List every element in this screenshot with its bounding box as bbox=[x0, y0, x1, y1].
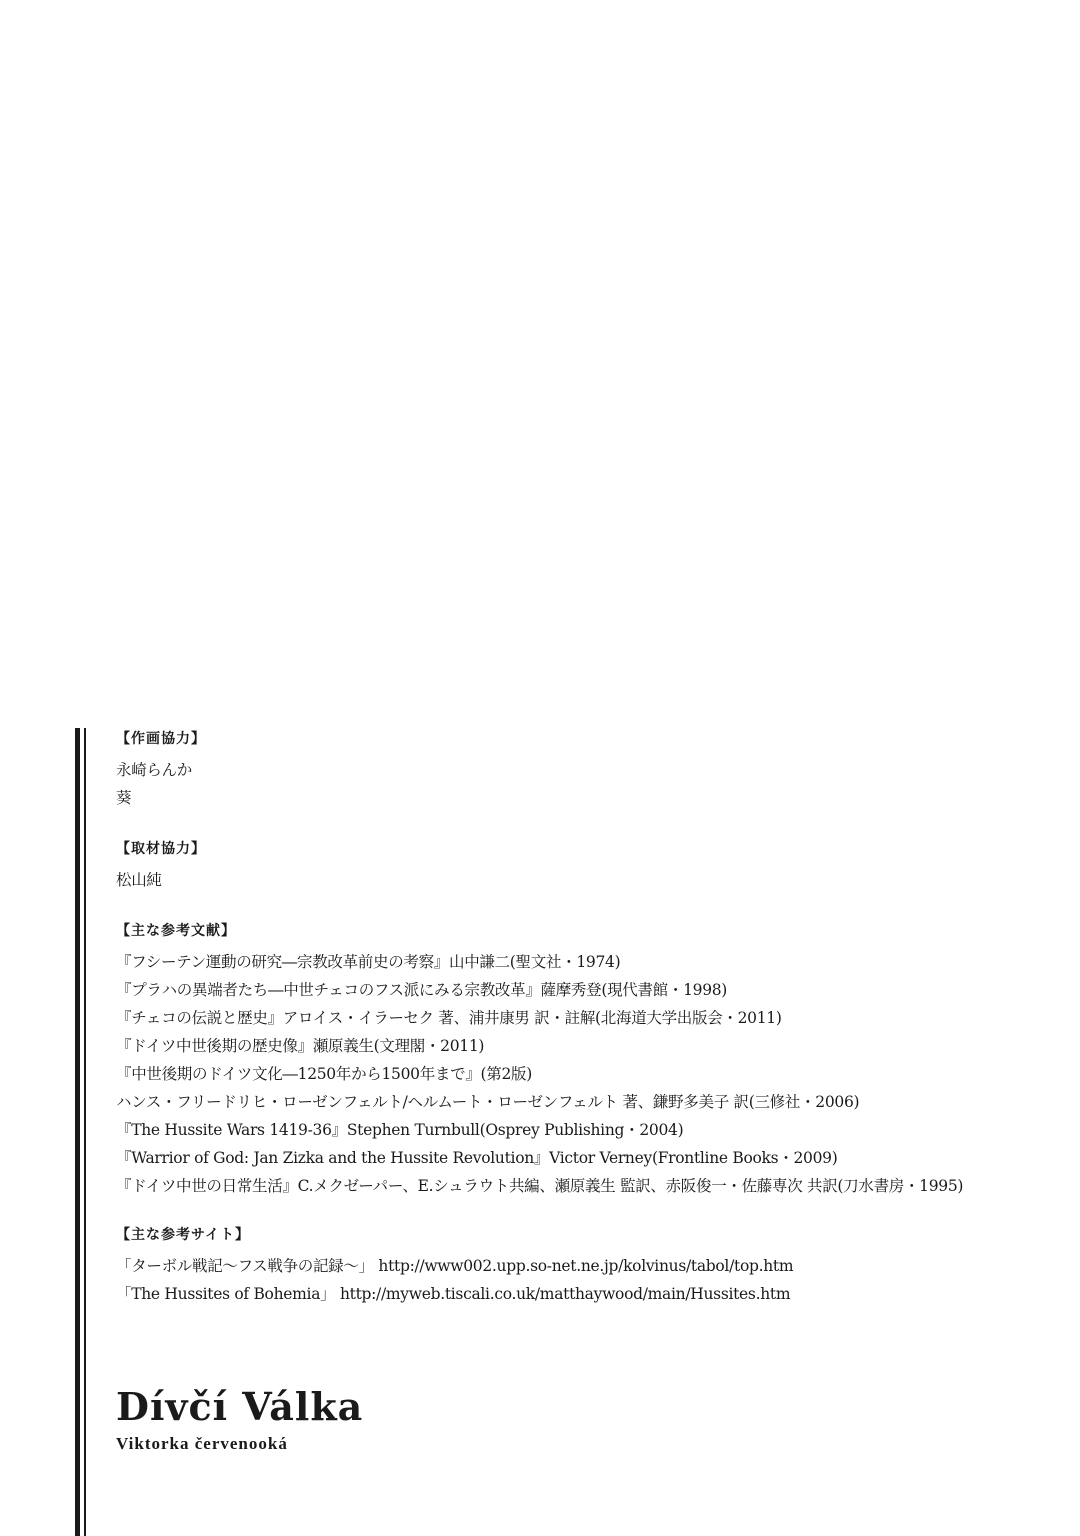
work-subtitle: Viktorka červenooká bbox=[116, 1434, 288, 1453]
section-reference-sites bbox=[116, 1224, 1056, 1308]
section-heading: 【主な参考サイト】 bbox=[116, 1227, 251, 1243]
work-title: Dívčí Válka bbox=[116, 1384, 364, 1429]
spacer bbox=[116, 812, 1056, 838]
reference-line: 『中世後期のドイツ文化―1250年から1500年まで』(第2版) bbox=[116, 1065, 532, 1083]
section-heading: 【作画協力】 bbox=[116, 731, 206, 747]
reference-line: 『フシーテン運動の研究―宗教改革前史の考察』山中謙二(聖文社・1974) bbox=[116, 953, 621, 971]
site-line: 「ターボル戦記～フス戦争の記録～」 http://www002.upp.so-net.ne.jp/kolvinus/tabol/top.htm bbox=[116, 1257, 794, 1275]
spacer bbox=[116, 1200, 1056, 1224]
credit-line: 松山純 bbox=[116, 871, 162, 889]
section-main-references bbox=[116, 920, 1056, 1200]
reference-line: 『チェコの伝説と歴史』アロイス・イラーセク 著、浦井康男 訳・註解(北海道大学出版会・2011) bbox=[116, 1009, 782, 1027]
credit-list bbox=[116, 756, 1056, 812]
reference-line: 『The Hussite Wars 1419-36』Stephen Turnbull(Osprey Publishing・2004) bbox=[116, 1121, 684, 1139]
credits-block bbox=[116, 728, 1056, 1308]
reference-line: 『Warrior of God: Jan Zizka and the Hussite Revolution』Victor Verney(Frontline Books・2009) bbox=[116, 1149, 838, 1167]
credit-line: 永崎らんか bbox=[116, 761, 193, 779]
left-double-rule-thin bbox=[84, 728, 86, 1536]
spacer bbox=[116, 894, 1056, 920]
section-research-cooperation bbox=[116, 838, 1056, 894]
site-list bbox=[116, 1252, 1056, 1308]
site-line: 「The Hussites of Bohemia」 http://myweb.tiscali.co.uk/matthaywood/main/Hussites.htm bbox=[116, 1285, 791, 1303]
section-art-cooperation bbox=[116, 728, 1056, 812]
reference-list bbox=[116, 948, 1056, 1200]
title-block bbox=[116, 1384, 363, 1456]
left-double-rule-thick bbox=[75, 728, 80, 1536]
section-heading: 【主な参考文献】 bbox=[116, 923, 236, 939]
section-heading: 【取材協力】 bbox=[116, 841, 206, 857]
reference-line: 『ドイツ中世の日常生活』C.メクゼーパー、E.シュラウト共編、瀬原義生 監訳、赤阪俊一・佐藤専次 共訳(刀水書房・1995) bbox=[116, 1177, 964, 1195]
reference-line: ハンス・フリードリヒ・ローゼンフェルト/ヘルムート・ローゼンフェルト 著、鎌野多美子 訳(三修社・2006) bbox=[116, 1093, 860, 1111]
credit-line: 葵 bbox=[116, 789, 132, 807]
reference-line: 『プラハの異端者たち―中世チェコのフス派にみる宗教改革』薩摩秀登(現代書館・1998) bbox=[116, 981, 728, 999]
credit-list bbox=[116, 866, 1056, 894]
reference-line: 『ドイツ中世後期の歴史像』瀬原義生(文理閣・2011) bbox=[116, 1037, 485, 1055]
